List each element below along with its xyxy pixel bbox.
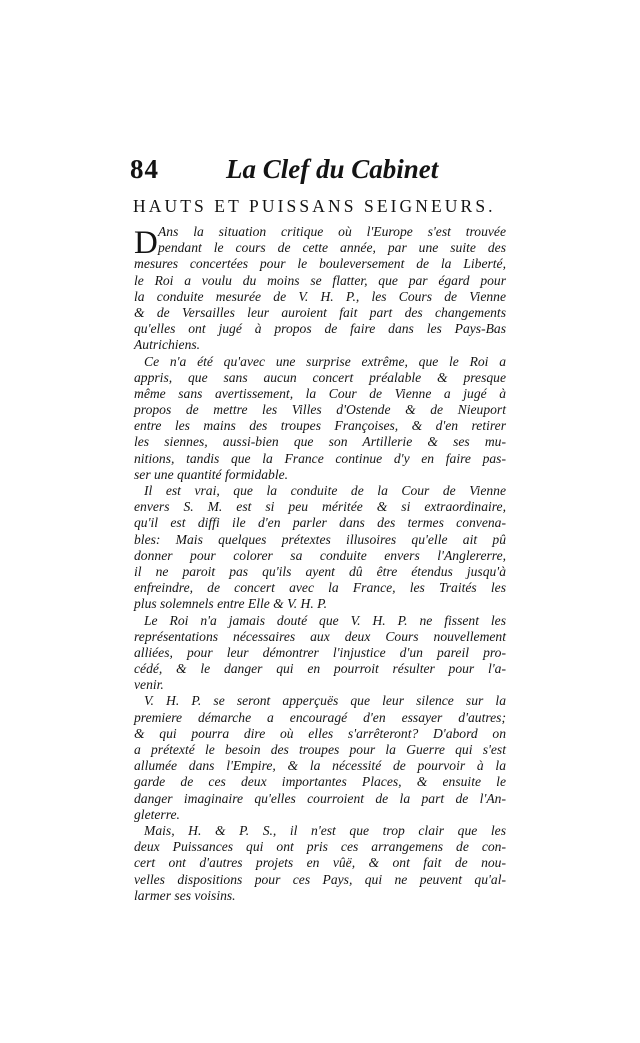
running-head bbox=[130, 150, 510, 190]
text-line: larmer ses voisins. bbox=[134, 887, 236, 903]
text-line: gleterre. bbox=[134, 806, 180, 822]
text-line: les siennes, aussi-bien que son Artillerie & ses mu- bbox=[134, 434, 506, 450]
text-line: la conduite mesurée de V. H. P., les Cours de Vienne bbox=[134, 288, 506, 304]
text-line: cédé, & le danger qui en pourroit résulter pour l'a- bbox=[134, 661, 506, 677]
text-line: garde de ces deux importantes Places, & ensuite le bbox=[134, 774, 506, 790]
text-line: a prétexté le besoin des troupes pour la Guerre qui s'est bbox=[134, 742, 506, 757]
text-line: plus solemnels entre Elle & V. H. P. bbox=[134, 596, 328, 612]
text-line: le Roi a voulu du moins se flatter, que par égard pour bbox=[134, 272, 506, 288]
text-line: Ans la situation critique où l'Europe s'est trouvée bbox=[158, 224, 506, 239]
text-line: premiere démarche a encouragé d'en essayer d'autres; bbox=[134, 709, 506, 725]
text-line: envers S. M. est si peu méritée & si extraordinaire, bbox=[134, 499, 506, 515]
text-line: ser une quantité formidable. bbox=[134, 466, 289, 482]
text-line: bles: Mais quelques prétextes illusoires qu'elle ait pû bbox=[134, 531, 506, 547]
text-line: entre les mains des troupes Françoises, & d'en retirer bbox=[134, 418, 506, 434]
text-line: enfreindre, de concert avec la France, les Traités les bbox=[134, 580, 506, 596]
text-line: velles dispositions pour ces Pays, qui ne peuvent qu'al- bbox=[134, 871, 506, 887]
text-line: représentations nécessaires aux deux Cours nouvellement bbox=[134, 628, 506, 644]
drop-cap: D bbox=[134, 225, 158, 261]
text-line: & qui pourra dire où elles s'arrêteront? D'abord on bbox=[134, 725, 506, 741]
running-title: La Clef du Cabinet bbox=[226, 154, 439, 184]
text-line: deux Puissances qui ont pris ces arrangemens de con- bbox=[134, 839, 506, 855]
page-number: 84 bbox=[130, 154, 159, 184]
text-line: qu'il est diffi ile d'en parler dans des termes convena- bbox=[134, 515, 506, 531]
text-line: alliées, pour leur démontrer l'injustice d'un pareil pro- bbox=[134, 644, 506, 660]
text-line: Il est vrai, que la conduite de la Cour de Vienne bbox=[144, 483, 506, 498]
text-line: nitions, tandis que la France continue d'y en faire pas- bbox=[134, 450, 506, 466]
text-line: Autrichiens. bbox=[134, 337, 201, 353]
text-line: propos de mettre les Villes d'Ostende & de Nieuport bbox=[134, 402, 506, 418]
text-line: cert ont d'autres projets en vûë, & ont fait de nou- bbox=[134, 855, 506, 871]
text-line: même sans avertissement, la Cour de Vienne a jugé à bbox=[134, 385, 506, 401]
text-line: danger imaginaire qu'elles courroient de la part de l'An- bbox=[134, 790, 506, 806]
text-line: allumée dans l'Empire, & la nécessité de pourvoir à la bbox=[134, 758, 506, 774]
text-line: & de Versailles leur auroient fait part des changements bbox=[134, 304, 506, 320]
text-line: pendant le cours de cette année, par une suite des bbox=[158, 240, 506, 256]
text-line: V. H. P. se seront apperçuës que leur silence sur la bbox=[144, 693, 506, 709]
text-line: donner pour colorer sa conduite envers l'Anglererre, bbox=[134, 547, 506, 563]
salutation-heading: HAUTS ET PUISSANS SEIGNEURS. bbox=[133, 196, 496, 216]
text-line: Le Roi n'a jamais douté que V. H. P. ne fissent les bbox=[144, 612, 506, 628]
body-text bbox=[134, 224, 506, 904]
text-line: qu'elles ont jugé à propos de faire dans les Pays-Bas bbox=[134, 321, 506, 337]
text-line: appris, que sans aucun concert préalable & presque bbox=[134, 369, 506, 385]
text-line: venir. bbox=[134, 677, 164, 693]
text-line: mesures concertées pour le bouleversement de la Liberté, bbox=[134, 256, 506, 272]
text-line: Ce n'a été qu'avec une surprise extrême, que le Roi a bbox=[144, 353, 506, 369]
text-line: il ne paroit pas qu'ils ayent dû être étendus jusqu'à bbox=[134, 563, 506, 579]
text-line: Mais, H. & P. S., il n'est que trop clair que les bbox=[144, 822, 506, 838]
